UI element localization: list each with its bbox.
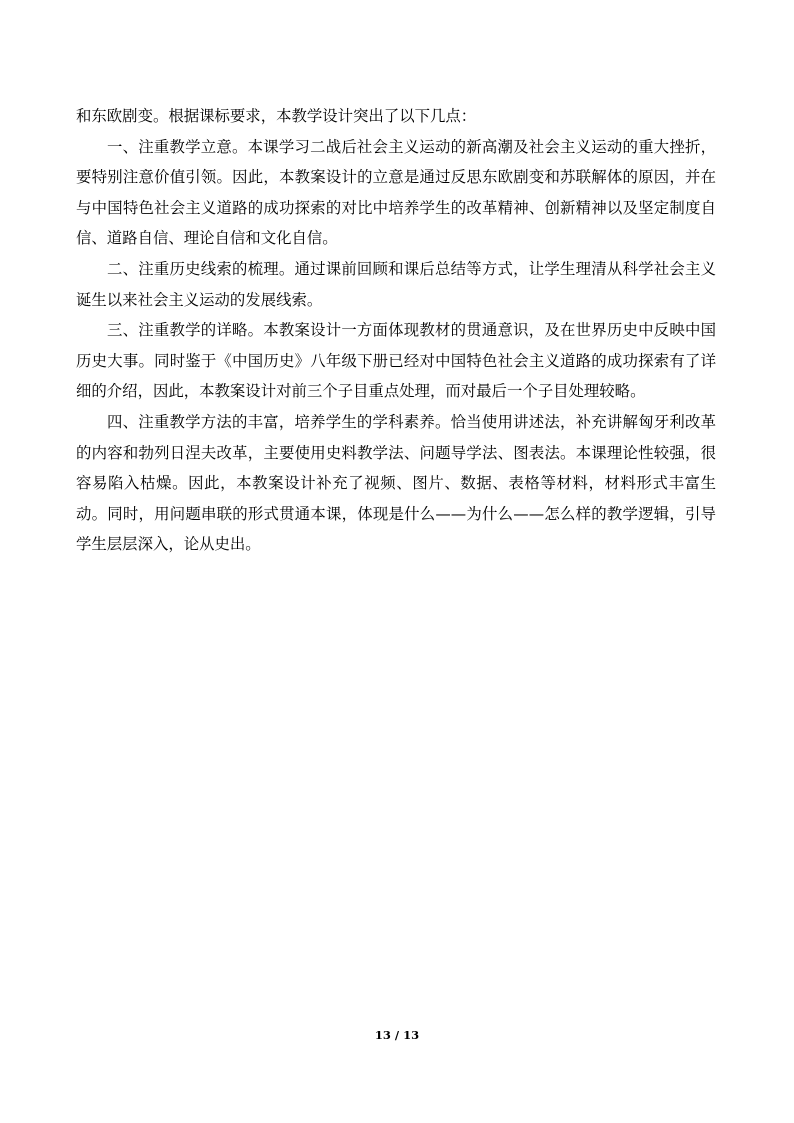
paragraph-point-4: 四、注重教学方法的丰富，培养学生的学科素养。恰当使用讲述法，补充讲解匈牙利改革的内容和勃列日涅夫改革，主要使用史料教学法、问题导学法、图表法。本课理论性较强，很容易陷入枯燥。因此，本教案设计补充了视频、图片、数据、表格等材料，材料形式丰富生动。同时，用问题串联的形式贯通本课，体现是什么——为什么——怎么样的教学逻辑，引导学生层层深入，论从史出。: [76, 412, 716, 554]
paragraph-point-2: 二、注重历史线索的梳理。通过课前回顾和课后总结等方式，让学生理清从科学社会主义诞生以来社会主义运动的发展线索。: [76, 259, 716, 309]
paragraph-point-3: 三、注重教学的详略。本教案设计一方面体现教材的贯通意识，及在世界历史中反映中国历史大事。同时鉴于《中国历史》八年级下册已经对中国特色社会主义道路的成功探索有了详细的介绍，因此，本教案设计对前三个子目重点处理，而对最后一个子目处理较略。: [76, 321, 716, 401]
document-body: [76, 101, 716, 560]
paragraph-continuation: 和东欧剧变。根据课标要求，本教学设计突出了以下几点：: [76, 107, 477, 125]
paragraph-point-1: 一、注重教学立意。本课学习二战后社会主义运动的新高潮及社会主义运动的重大挫折，要特别注意价值引领。因此，本教案设计的立意是通过反思东欧剧变和苏联解体的原因，并在与中国特色社会主义道路的成功探索的对比中培养学生的改革精神、创新精神以及坚定制度自信、道路自信、理论自信和文化自信。: [76, 137, 716, 248]
page-number: 13 / 13: [374, 1028, 420, 1042]
